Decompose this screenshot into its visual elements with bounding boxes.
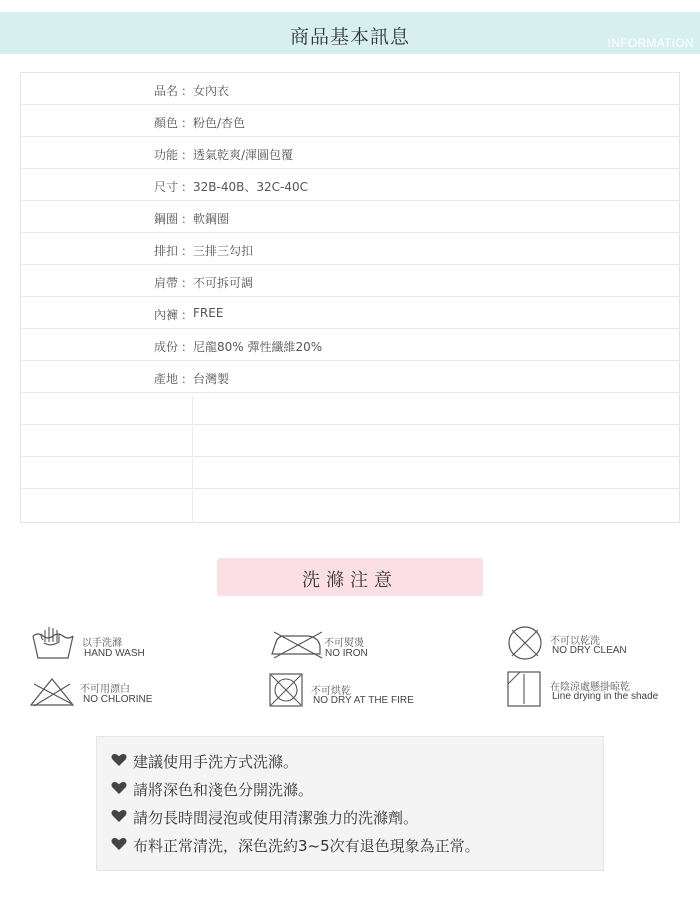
wash-title: 洗滌注意 — [302, 570, 398, 591]
care-item-no-iron — [268, 630, 458, 666]
heart-icon — [111, 837, 127, 851]
care-label-zh: 不可熨燙 — [324, 638, 364, 649]
no-dry-clean-icon — [506, 624, 544, 662]
heart-icon — [111, 809, 127, 823]
info-label: 成份 — [154, 340, 179, 354]
care-label-zh: 不可以乾洗 — [550, 636, 600, 647]
info-row-size — [21, 169, 679, 201]
info-value: 三排三勾扣 — [193, 244, 254, 258]
info-label: 品名 — [154, 84, 179, 98]
info-separator: ： — [181, 244, 194, 258]
note-text: 建議使用手洗方式洗滌。 — [133, 753, 299, 771]
note-item — [133, 779, 313, 800]
note-item — [133, 807, 418, 828]
note-item — [133, 835, 480, 856]
info-row-empty — [21, 457, 679, 489]
info-row-underwire — [21, 201, 679, 233]
info-row-empty — [21, 425, 679, 457]
info-separator: ： — [181, 180, 194, 194]
info-row-empty — [21, 489, 679, 521]
care-item-no-chlorine — [30, 676, 220, 712]
product-info-table — [20, 72, 680, 523]
heart-icon — [111, 753, 127, 767]
info-row-material — [21, 329, 679, 361]
info-label: 肩帶 — [154, 276, 179, 290]
care-item-line-dry — [506, 670, 686, 710]
note-text: 請將深色和淺色分開洗滌。 — [133, 781, 314, 799]
info-separator: ： — [181, 276, 194, 290]
info-value: 台灣製 — [193, 372, 230, 386]
info-value: 不可拆可調 — [193, 276, 254, 290]
info-row-straps — [21, 265, 679, 297]
no-iron-icon — [268, 630, 324, 660]
care-label-en: HAND WASH — [84, 648, 145, 659]
wash-notes-box — [96, 736, 604, 871]
note-text: 布料正常清洗，深色洗約3~5次有退色現象為正常。 — [133, 837, 480, 855]
info-label: 尺寸 — [154, 180, 179, 194]
info-separator: ： — [181, 308, 194, 322]
info-row-origin — [21, 361, 679, 393]
care-item-no-tumble-dry — [268, 672, 458, 710]
info-value: 女內衣 — [193, 84, 230, 98]
info-separator: ： — [181, 116, 194, 130]
info-row-color — [21, 105, 679, 137]
care-label-zh: 不可烘乾 — [311, 686, 351, 697]
care-item-no-dry-clean — [506, 624, 686, 664]
info-value: 軟鋼圈 — [193, 212, 230, 226]
info-separator: ： — [181, 212, 194, 226]
care-label-en: NO DRY CLEAN — [552, 645, 627, 656]
heart-icon — [111, 781, 127, 795]
info-label: 內褲 — [154, 308, 179, 322]
info-separator: ： — [181, 372, 194, 386]
no-chlorine-icon — [30, 676, 78, 708]
info-label: 排扣 — [154, 244, 179, 258]
care-label-zh: 在陰涼處懸掛晾乾 — [550, 682, 630, 693]
info-label: 產地 — [154, 372, 179, 386]
line-dry-shade-icon — [506, 670, 542, 708]
header-bar — [0, 12, 700, 54]
info-label: 鋼圈 — [154, 212, 179, 226]
info-separator: ： — [181, 84, 194, 98]
care-label-en: NO IRON — [325, 648, 368, 659]
care-label-en: NO DRY AT THE FIRE — [313, 695, 414, 706]
page-title: 商品基本訊息 — [289, 26, 410, 48]
info-value: 粉色/杏色 — [193, 116, 246, 130]
care-label-en: NO CHLORINE — [83, 694, 153, 705]
info-separator: ： — [181, 148, 194, 162]
info-row-hooks — [21, 233, 679, 265]
hand-wash-icon — [30, 624, 80, 662]
table-divider — [192, 396, 193, 523]
info-label: 功能 — [154, 148, 179, 162]
info-separator: ： — [181, 340, 194, 354]
care-label-en: Line drying in the shade — [552, 691, 659, 702]
no-tumble-dry-icon — [268, 672, 304, 708]
info-row-empty — [21, 393, 679, 425]
info-row-function — [21, 137, 679, 169]
info-value: 透氣乾爽/渾圓包覆 — [193, 148, 294, 162]
info-row-panty — [21, 297, 679, 329]
info-value: 32B-40B、32C-40C — [193, 180, 308, 194]
info-row-name — [21, 73, 679, 105]
info-value: 尼龍80% 彈性纖維20% — [193, 340, 323, 354]
info-value: FREE — [193, 306, 224, 320]
wash-title-badge — [217, 558, 483, 596]
care-label-zh: 以手洗滌 — [82, 638, 122, 649]
care-item-hand-wash — [30, 624, 220, 664]
care-label-zh: 不可用漂白 — [80, 684, 130, 695]
note-text: 請勿長時間浸泡或使用清潔強力的洗滌劑。 — [133, 809, 419, 827]
page-subtitle: INFORMATION — [607, 36, 694, 50]
note-item — [133, 751, 298, 772]
info-label: 顏色 — [154, 116, 179, 130]
